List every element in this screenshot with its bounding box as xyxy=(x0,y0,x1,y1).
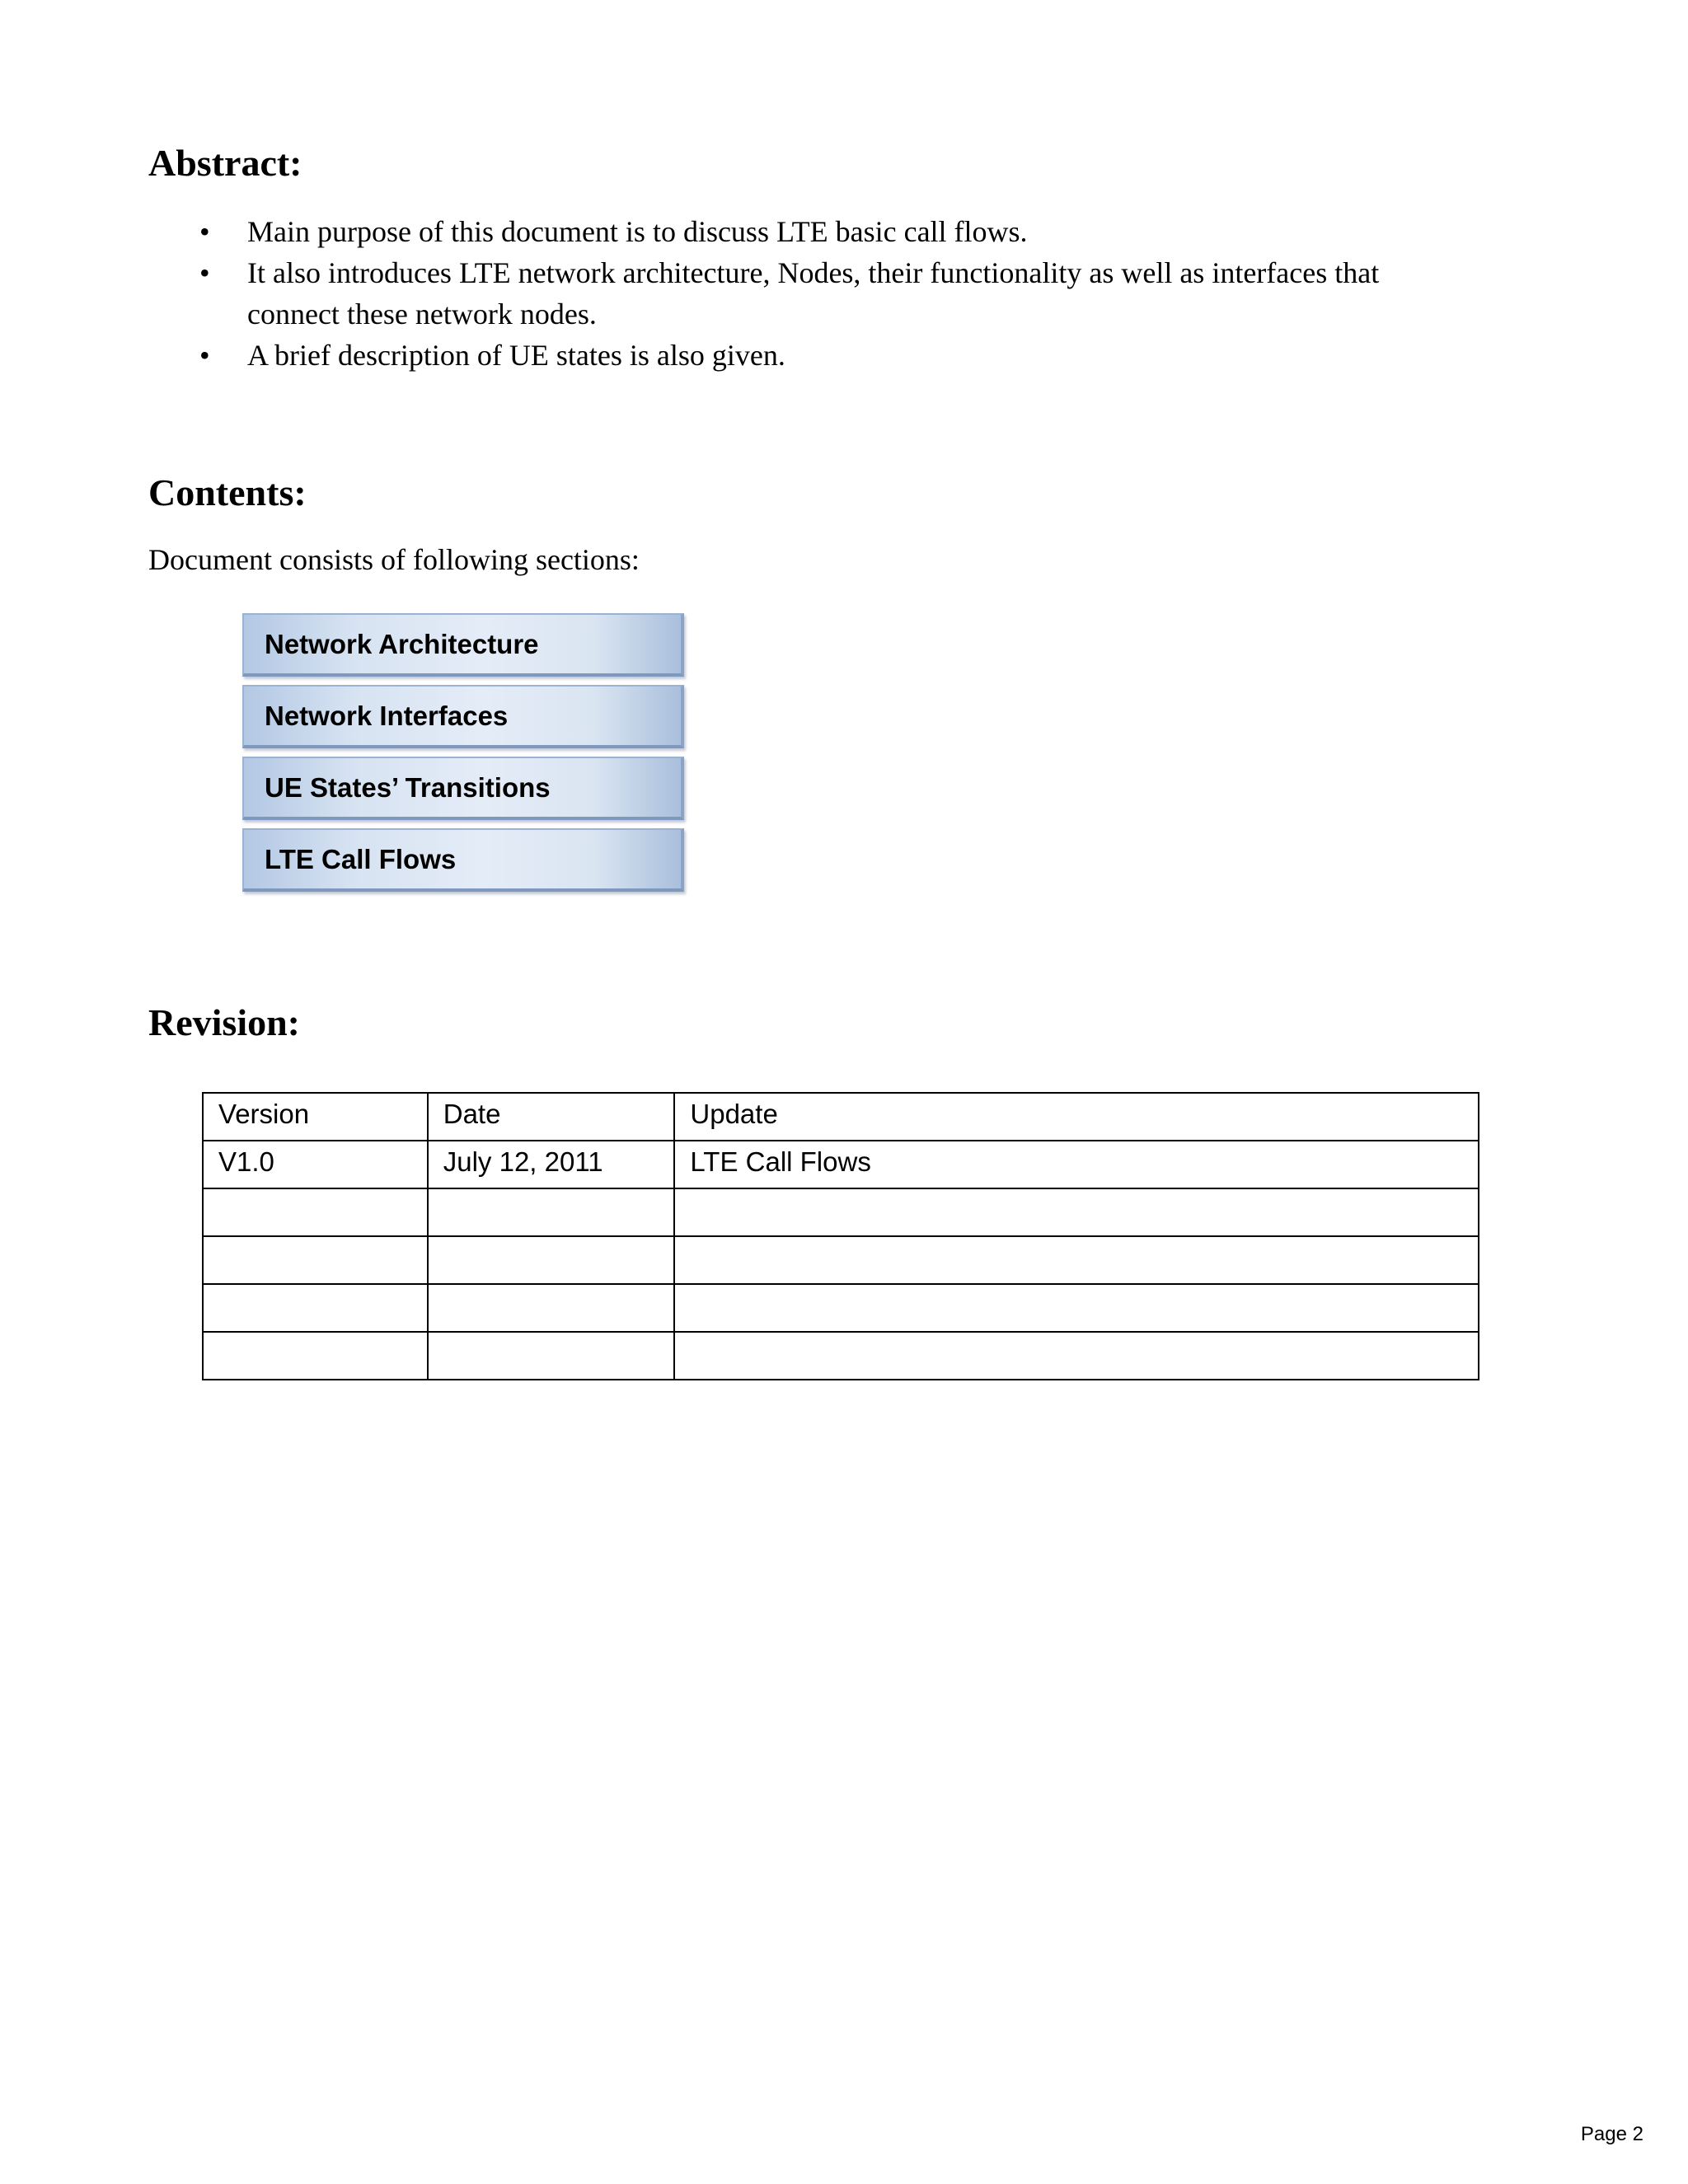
table-cell-update xyxy=(674,1236,1479,1284)
table-cell-version xyxy=(203,1188,428,1236)
bullet-icon: • xyxy=(199,215,210,248)
contents-intro: Document consists of following sections: xyxy=(148,543,640,576)
column-header-update: Update xyxy=(674,1093,1479,1141)
column-header-version: Version xyxy=(203,1093,428,1141)
table-cell-date xyxy=(428,1188,675,1236)
table-row xyxy=(203,1141,1479,1188)
revision-heading: Revision: xyxy=(148,1001,300,1043)
abstract-bullet-list xyxy=(148,211,1434,376)
page-number: Page 2 xyxy=(1580,2123,1643,2145)
table-cell-update xyxy=(674,1332,1479,1380)
table-row xyxy=(203,1188,1479,1236)
table-cell-version xyxy=(203,1236,428,1284)
bullet-icon: • xyxy=(199,256,210,289)
table-row xyxy=(203,1284,1479,1332)
contents-heading: Contents: xyxy=(148,471,307,513)
table-header-row xyxy=(203,1093,1479,1141)
section-network-interfaces[interactable]: Network Interfaces xyxy=(242,685,684,748)
table-cell-update xyxy=(674,1188,1479,1236)
section-list xyxy=(242,613,686,900)
bullet-text: A brief description of UE states is also given. xyxy=(247,339,785,372)
section-network-architecture[interactable]: Network Architecture xyxy=(242,613,684,677)
list-item xyxy=(148,252,1434,335)
table-cell-version xyxy=(203,1284,428,1332)
list-item xyxy=(148,211,1434,252)
table-cell-update: LTE Call Flows xyxy=(674,1141,1479,1188)
section-ue-states-transitions[interactable]: UE States’ Transitions xyxy=(242,757,684,820)
table-row xyxy=(203,1236,1479,1284)
table-cell-date xyxy=(428,1332,675,1380)
table-cell-date: July 12, 2011 xyxy=(428,1141,675,1188)
list-item xyxy=(148,335,1434,376)
revision-table xyxy=(202,1092,1479,1380)
abstract-heading: Abstract: xyxy=(148,142,302,184)
section-lte-call-flows[interactable]: LTE Call Flows xyxy=(242,828,684,892)
table-cell-update xyxy=(674,1284,1479,1332)
table-cell-version: V1.0 xyxy=(203,1141,428,1188)
table-cell-version xyxy=(203,1332,428,1380)
column-header-date: Date xyxy=(428,1093,675,1141)
table-cell-date xyxy=(428,1236,675,1284)
bullet-icon: • xyxy=(199,339,210,372)
table-row xyxy=(203,1332,1479,1380)
table-cell-date xyxy=(428,1284,675,1332)
bullet-text: It also introduces LTE network architecture, Nodes, their functionality as well as interfaces that connect these network nodes. xyxy=(247,256,1380,330)
bullet-text: Main purpose of this document is to discuss LTE basic call flows. xyxy=(247,215,1028,248)
